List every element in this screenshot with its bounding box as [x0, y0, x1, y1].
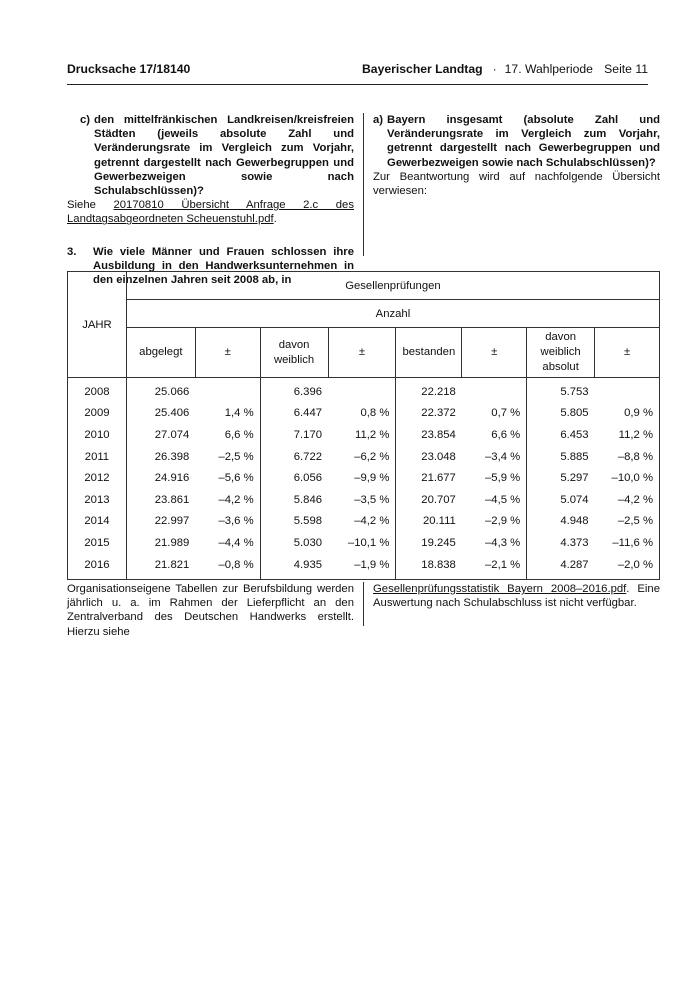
- column-header: ±: [462, 328, 527, 378]
- value-cell: 0,7 %: [462, 403, 527, 425]
- value-cell: –8,8 %: [595, 446, 660, 468]
- value-cell: 4.373: [527, 532, 595, 554]
- year-cell: 2016: [68, 554, 127, 580]
- year-header: JAHR: [68, 272, 127, 378]
- value-cell: –4,3 %: [462, 532, 527, 554]
- value-cell: 22.372: [396, 403, 462, 425]
- value-cell: 5.074: [527, 489, 595, 511]
- value-cell: 6,6 %: [462, 424, 527, 446]
- see-suffix: .: [273, 213, 277, 226]
- value-cell: 5.885: [527, 446, 595, 468]
- value-cell: 21.677: [396, 467, 462, 489]
- value-cell: 5.753: [527, 378, 595, 403]
- value-cell: 0,8 %: [328, 403, 396, 425]
- answer-text: Zur Beantwortung wird auf nachfolgende Übersicht verwiesen:: [373, 170, 660, 198]
- value-cell: 27.074: [126, 424, 195, 446]
- column-header: abgelegt: [126, 328, 195, 378]
- value-cell: –2,0 %: [595, 554, 660, 580]
- parliament-name: Bayerischer Landtag: [362, 62, 483, 76]
- year-cell: 2009: [68, 403, 127, 425]
- table-row: [68, 467, 660, 489]
- page-header: [67, 62, 648, 80]
- value-cell: 20.707: [396, 489, 462, 511]
- value-cell: 6.453: [527, 424, 595, 446]
- item-a-label: a): [373, 114, 384, 126]
- value-cell: 4.948: [527, 511, 595, 533]
- gesellenpruefungen-table: [67, 271, 660, 580]
- value-cell: –0,8 %: [195, 554, 260, 580]
- column-header: davon weiblich absolut: [527, 328, 595, 378]
- value-cell: –2,5 %: [195, 446, 260, 468]
- table-row: [68, 554, 660, 580]
- question-3-text: Wie viele Männer und Frauen schlossen ihre Ausbildung in den Handwerksunternehmen in den einzelnen Jahren seit 2008 ab, in: [93, 245, 354, 287]
- value-cell: 22.218: [396, 378, 462, 403]
- table-row: [68, 489, 660, 511]
- value-cell: –3,6 %: [195, 511, 260, 533]
- table-row: [68, 532, 660, 554]
- value-cell: –4,4 %: [195, 532, 260, 554]
- value-cell: 24.916: [126, 467, 195, 489]
- table-row: [68, 511, 660, 533]
- value-cell: –2,5 %: [595, 511, 660, 533]
- footer-right: [373, 582, 660, 610]
- value-cell: 26.398: [126, 446, 195, 468]
- value-cell: 4.287: [527, 554, 595, 580]
- value-cell: 20.111: [396, 511, 462, 533]
- value-cell: 18.838: [396, 554, 462, 580]
- footer-left-text: Organisationseigene Tabellen zur Berufsbildung werden jährlich u. a. im Rahmen der Lieferpflicht an den Zentralverband des Deutschen Handwerks erstellt. Hierzu siehe: [67, 583, 354, 638]
- value-cell: –6,2 %: [328, 446, 396, 468]
- see-prefix: Siehe: [67, 199, 114, 212]
- value-cell: 5.846: [260, 489, 328, 511]
- right-column: [373, 113, 660, 198]
- group-header: Gesellenprüfungen: [126, 272, 659, 300]
- value-cell: –4,2 %: [328, 511, 396, 533]
- value-cell: 0,9 %: [595, 403, 660, 425]
- value-cell: 7.170: [260, 424, 328, 446]
- question-3-label: 3.: [67, 245, 77, 258]
- footer-divider: [363, 582, 364, 626]
- header-rule: [67, 84, 648, 85]
- value-cell: 5.297: [527, 467, 595, 489]
- value-cell: –9,9 %: [328, 467, 396, 489]
- value-cell: 4.935: [260, 554, 328, 580]
- see-reference: [67, 198, 354, 226]
- value-cell: 5.030: [260, 532, 328, 554]
- year-cell: 2014: [68, 511, 127, 533]
- value-cell: 6,6 %: [195, 424, 260, 446]
- page-number: Seite 11: [604, 62, 648, 76]
- value-cell: 21.821: [126, 554, 195, 580]
- value-cell: 6.722: [260, 446, 328, 468]
- column-header: ±: [328, 328, 396, 378]
- column-header: ±: [595, 328, 660, 378]
- value-cell: 21.989: [126, 532, 195, 554]
- value-cell: –2,1 %: [462, 554, 527, 580]
- overview-pdf-link[interactable]: 20170810 Übersicht Anfrage 2.c des Landtagsabgeordneten Scheuenstuhl.pdf: [67, 199, 354, 226]
- value-cell: –10,0 %: [595, 467, 660, 489]
- value-cell: –4,2 %: [595, 489, 660, 511]
- year-cell: 2015: [68, 532, 127, 554]
- table-body: [68, 378, 660, 580]
- header-center: [362, 62, 593, 76]
- value-cell: 6.447: [260, 403, 328, 425]
- column-header: ±: [195, 328, 260, 378]
- value-cell: –10,1 %: [328, 532, 396, 554]
- year-cell: 2011: [68, 446, 127, 468]
- value-cell: 5.805: [527, 403, 595, 425]
- table-row: [68, 446, 660, 468]
- value-cell: –4,5 %: [462, 489, 527, 511]
- year-cell: 2012: [68, 467, 127, 489]
- value-cell: –3,5 %: [328, 489, 396, 511]
- column-header: davon weiblich: [260, 328, 328, 378]
- statistics-pdf-link[interactable]: Gesellenprüfungsstatistik Bayern 2008–2016.pdf: [373, 583, 627, 595]
- table-row: [68, 403, 660, 425]
- unit-header: Anzahl: [126, 300, 659, 328]
- value-cell: 5.598: [260, 511, 328, 533]
- item-a-text: Bayern insgesamt (absolute Zahl und Veränderungsrate im Vergleich zum Vorjahr, getrennt dargestellt nach Gewerbegruppen und Gewerbezweigen sowie nach Schulabschlüssen)?: [387, 114, 660, 169]
- value-cell: –1,9 %: [328, 554, 396, 580]
- value-cell: 23.854: [396, 424, 462, 446]
- value-cell: –11,6 %: [595, 532, 660, 554]
- value-cell: –5,9 %: [462, 467, 527, 489]
- value-cell: 23.861: [126, 489, 195, 511]
- value-cell: [595, 378, 660, 403]
- value-cell: 6.396: [260, 378, 328, 403]
- header-separator: ·: [492, 62, 497, 76]
- year-cell: 2013: [68, 489, 127, 511]
- value-cell: 6.056: [260, 467, 328, 489]
- value-cell: 1,4 %: [195, 403, 260, 425]
- value-cell: 19.245: [396, 532, 462, 554]
- value-cell: [462, 378, 527, 403]
- value-cell: 11,2 %: [595, 424, 660, 446]
- value-cell: –4,2 %: [195, 489, 260, 511]
- item-c-text: den mittelfränkischen Landkreisen/kreisfreien Städten (jeweils absolute Zahl und Veränderungsrate im Vergleich zum Vorjahr, getrennt dargestellt nach Gewerbegruppen und Gewerbezweigen sowie nach Schulabschlüssen)?: [94, 114, 354, 198]
- left-column: [67, 113, 354, 287]
- document-number: Drucksache 17/18140: [67, 62, 191, 76]
- column-divider: [363, 113, 364, 256]
- column-header: bestanden: [396, 328, 462, 378]
- value-cell: –2,9 %: [462, 511, 527, 533]
- year-cell: 2010: [68, 424, 127, 446]
- value-cell: [328, 378, 396, 403]
- value-cell: 11,2 %: [328, 424, 396, 446]
- value-cell: –3,4 %: [462, 446, 527, 468]
- question-item-a: [373, 113, 660, 170]
- year-cell: 2008: [68, 378, 127, 403]
- value-cell: [195, 378, 260, 403]
- value-cell: 22.997: [126, 511, 195, 533]
- footer-right-text: . Eine Auswertung nach Schulabschluss ist nicht verfügbar.: [373, 583, 660, 610]
- column-header-row: [68, 328, 660, 378]
- item-c-label: c): [80, 114, 91, 126]
- question-item-c: [67, 113, 354, 198]
- legislative-period: 17. Wahlperiode: [504, 62, 593, 76]
- table-row: [68, 378, 660, 403]
- value-cell: 23.048: [396, 446, 462, 468]
- value-cell: 25.066: [126, 378, 195, 403]
- value-cell: –5,6 %: [195, 467, 260, 489]
- value-cell: 25.406: [126, 403, 195, 425]
- table-row: [68, 424, 660, 446]
